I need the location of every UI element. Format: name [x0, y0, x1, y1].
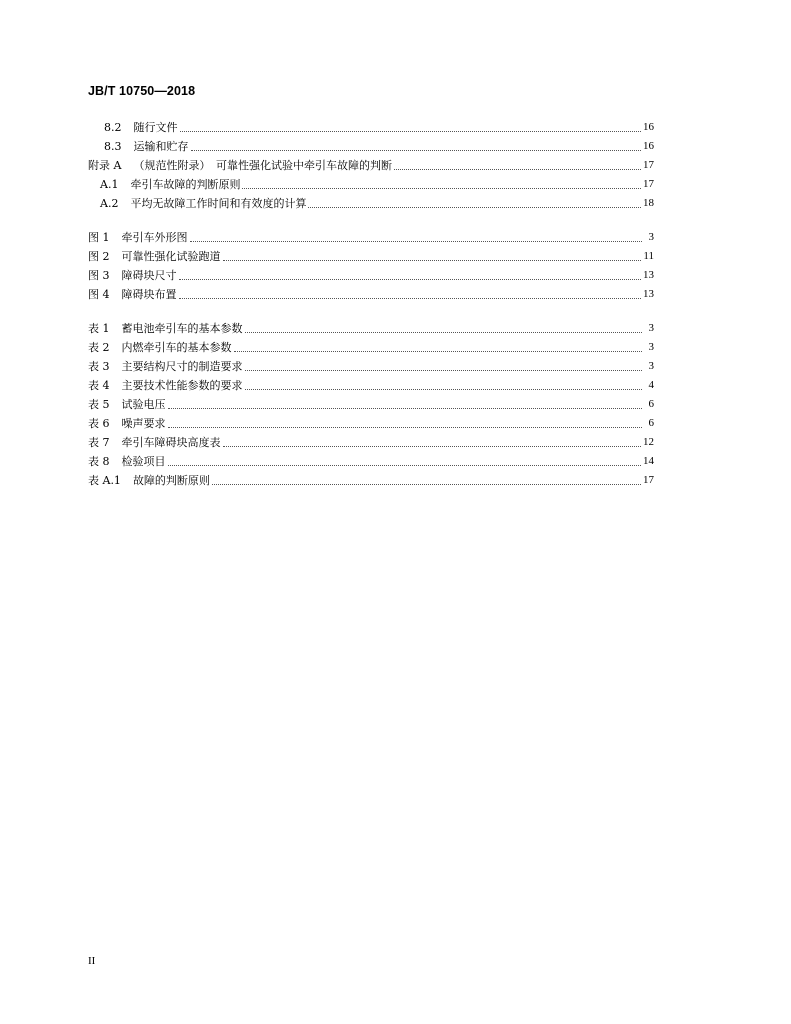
- toc-entry[interactable]: [88, 266, 654, 285]
- dot-leader: [245, 370, 643, 371]
- dot-leader: [179, 298, 642, 299]
- toc-entry-title: 蓄电池牵引车的基本参数: [121, 322, 243, 335]
- toc-entry-number: 图 2: [88, 250, 110, 263]
- toc-entry-page: 17: [643, 178, 654, 190]
- dot-leader: [242, 188, 641, 189]
- toc-entry-number: 表 1: [88, 322, 110, 335]
- dot-leader: [245, 389, 643, 390]
- toc-entry[interactable]: [88, 395, 654, 414]
- dot-leader: [245, 332, 643, 333]
- dot-leader: [223, 446, 642, 447]
- toc-entry-title: 检验项目: [121, 455, 166, 468]
- dot-leader: [168, 465, 642, 466]
- toc-entry[interactable]: [88, 247, 654, 266]
- toc-entry-page: 3: [648, 231, 654, 243]
- toc-entry-title: 噪声要求: [121, 417, 166, 430]
- toc-entry-page: 11: [643, 250, 654, 262]
- toc-entry[interactable]: [88, 228, 654, 247]
- toc-entry-number: A.2: [100, 197, 119, 210]
- toc-entry-page: 12: [643, 436, 654, 448]
- toc-entry-number: 表 4: [88, 379, 110, 392]
- document-code: JB/T 10750—2018: [88, 84, 196, 98]
- toc-entry[interactable]: [88, 376, 654, 395]
- page-number: II: [88, 955, 96, 967]
- toc-entry-page: 17: [643, 159, 654, 171]
- dot-leader: [212, 484, 641, 485]
- toc-entry[interactable]: [88, 452, 654, 471]
- toc-entry-number: A.1: [100, 178, 119, 191]
- toc-entry-number: 表 7: [88, 436, 110, 449]
- toc-entry-page: 13: [643, 269, 654, 281]
- toc-entry-number: 表 8: [88, 455, 110, 468]
- dot-leader: [191, 150, 642, 151]
- toc-entry-title: 随行文件: [133, 121, 178, 134]
- toc-entry-page: 6: [648, 398, 654, 410]
- toc-entry-page: 17: [643, 474, 654, 486]
- toc-entry-page: 14: [643, 455, 654, 467]
- toc-entry-number: 表 2: [88, 341, 110, 354]
- toc-entry-title: 运输和贮存: [133, 140, 189, 153]
- toc-entry-page: 16: [643, 121, 654, 133]
- toc-entry-number: 表 3: [88, 360, 110, 373]
- toc-entry-page: 18: [643, 197, 654, 209]
- toc-entry-page: 16: [643, 140, 654, 152]
- toc-entry-number: 表 5: [88, 398, 110, 411]
- dot-leader: [394, 169, 641, 170]
- toc-figures: [88, 228, 654, 304]
- dot-leader: [234, 351, 643, 352]
- toc-entry[interactable]: [88, 175, 654, 194]
- toc-tables: [88, 319, 654, 490]
- dot-leader: [168, 427, 643, 428]
- toc-entry-number: 8.3: [104, 140, 122, 153]
- toc-sections: [88, 118, 654, 213]
- toc-entry[interactable]: [88, 357, 654, 376]
- toc-entry[interactable]: [88, 338, 654, 357]
- toc-entry-title: 牵引车障碍块高度表: [121, 436, 221, 449]
- toc-entry-number: 图 4: [88, 288, 110, 301]
- table-of-contents: [88, 118, 654, 490]
- toc-entry-number: 图 1: [88, 231, 110, 244]
- toc-entry-title: 平均无故障工作时间和有效度的计算: [130, 197, 307, 210]
- toc-entry-title: 内燃牵引车的基本参数: [121, 341, 232, 354]
- toc-entry-number: 表 A.1: [88, 474, 121, 487]
- toc-entry[interactable]: [88, 285, 654, 304]
- toc-entry-page: 3: [648, 322, 654, 334]
- dot-leader: [223, 260, 642, 261]
- toc-entry[interactable]: [88, 471, 654, 490]
- dot-leader: [180, 131, 642, 132]
- toc-entry-page: 13: [643, 288, 654, 300]
- toc-entry-title: 障碍块布置: [121, 288, 177, 301]
- toc-entry-title: 障碍块尺寸: [121, 269, 177, 282]
- dot-leader: [168, 408, 643, 409]
- toc-entry[interactable]: [88, 137, 654, 156]
- toc-entry-page: 4: [648, 379, 654, 391]
- dot-leader: [179, 279, 642, 280]
- toc-entry[interactable]: [88, 156, 654, 175]
- toc-entry-title: 主要技术性能参数的要求: [121, 379, 243, 392]
- toc-entry-page: 6: [648, 417, 654, 429]
- toc-entry[interactable]: [88, 194, 654, 213]
- toc-entry-page: 3: [648, 360, 654, 372]
- toc-entry-number: 8.2: [104, 121, 122, 134]
- toc-entry-number: 附录 A: [88, 159, 122, 172]
- toc-entry-title: 故障的判断原则: [132, 474, 210, 487]
- toc-entry[interactable]: [88, 319, 654, 338]
- dot-leader: [308, 207, 641, 208]
- toc-entry-title: 可靠性强化试验跑道: [121, 250, 221, 263]
- toc-entry-number: 图 3: [88, 269, 110, 282]
- toc-entry-number: 表 6: [88, 417, 110, 430]
- toc-entry[interactable]: [88, 118, 654, 137]
- toc-entry-title: 主要结构尺寸的制造要求: [121, 360, 243, 373]
- toc-entry-title: 试验电压: [121, 398, 166, 411]
- toc-entry-page: 3: [648, 341, 654, 353]
- toc-entry[interactable]: [88, 414, 654, 433]
- dot-leader: [190, 241, 643, 242]
- toc-entry-title: 牵引车故障的判断原则: [130, 178, 241, 191]
- toc-entry[interactable]: [88, 433, 654, 452]
- toc-entry-title: （规范性附录） 可靠性强化试验中牵引车故障的判断: [133, 159, 392, 172]
- toc-entry-title: 牵引车外形图: [121, 231, 188, 244]
